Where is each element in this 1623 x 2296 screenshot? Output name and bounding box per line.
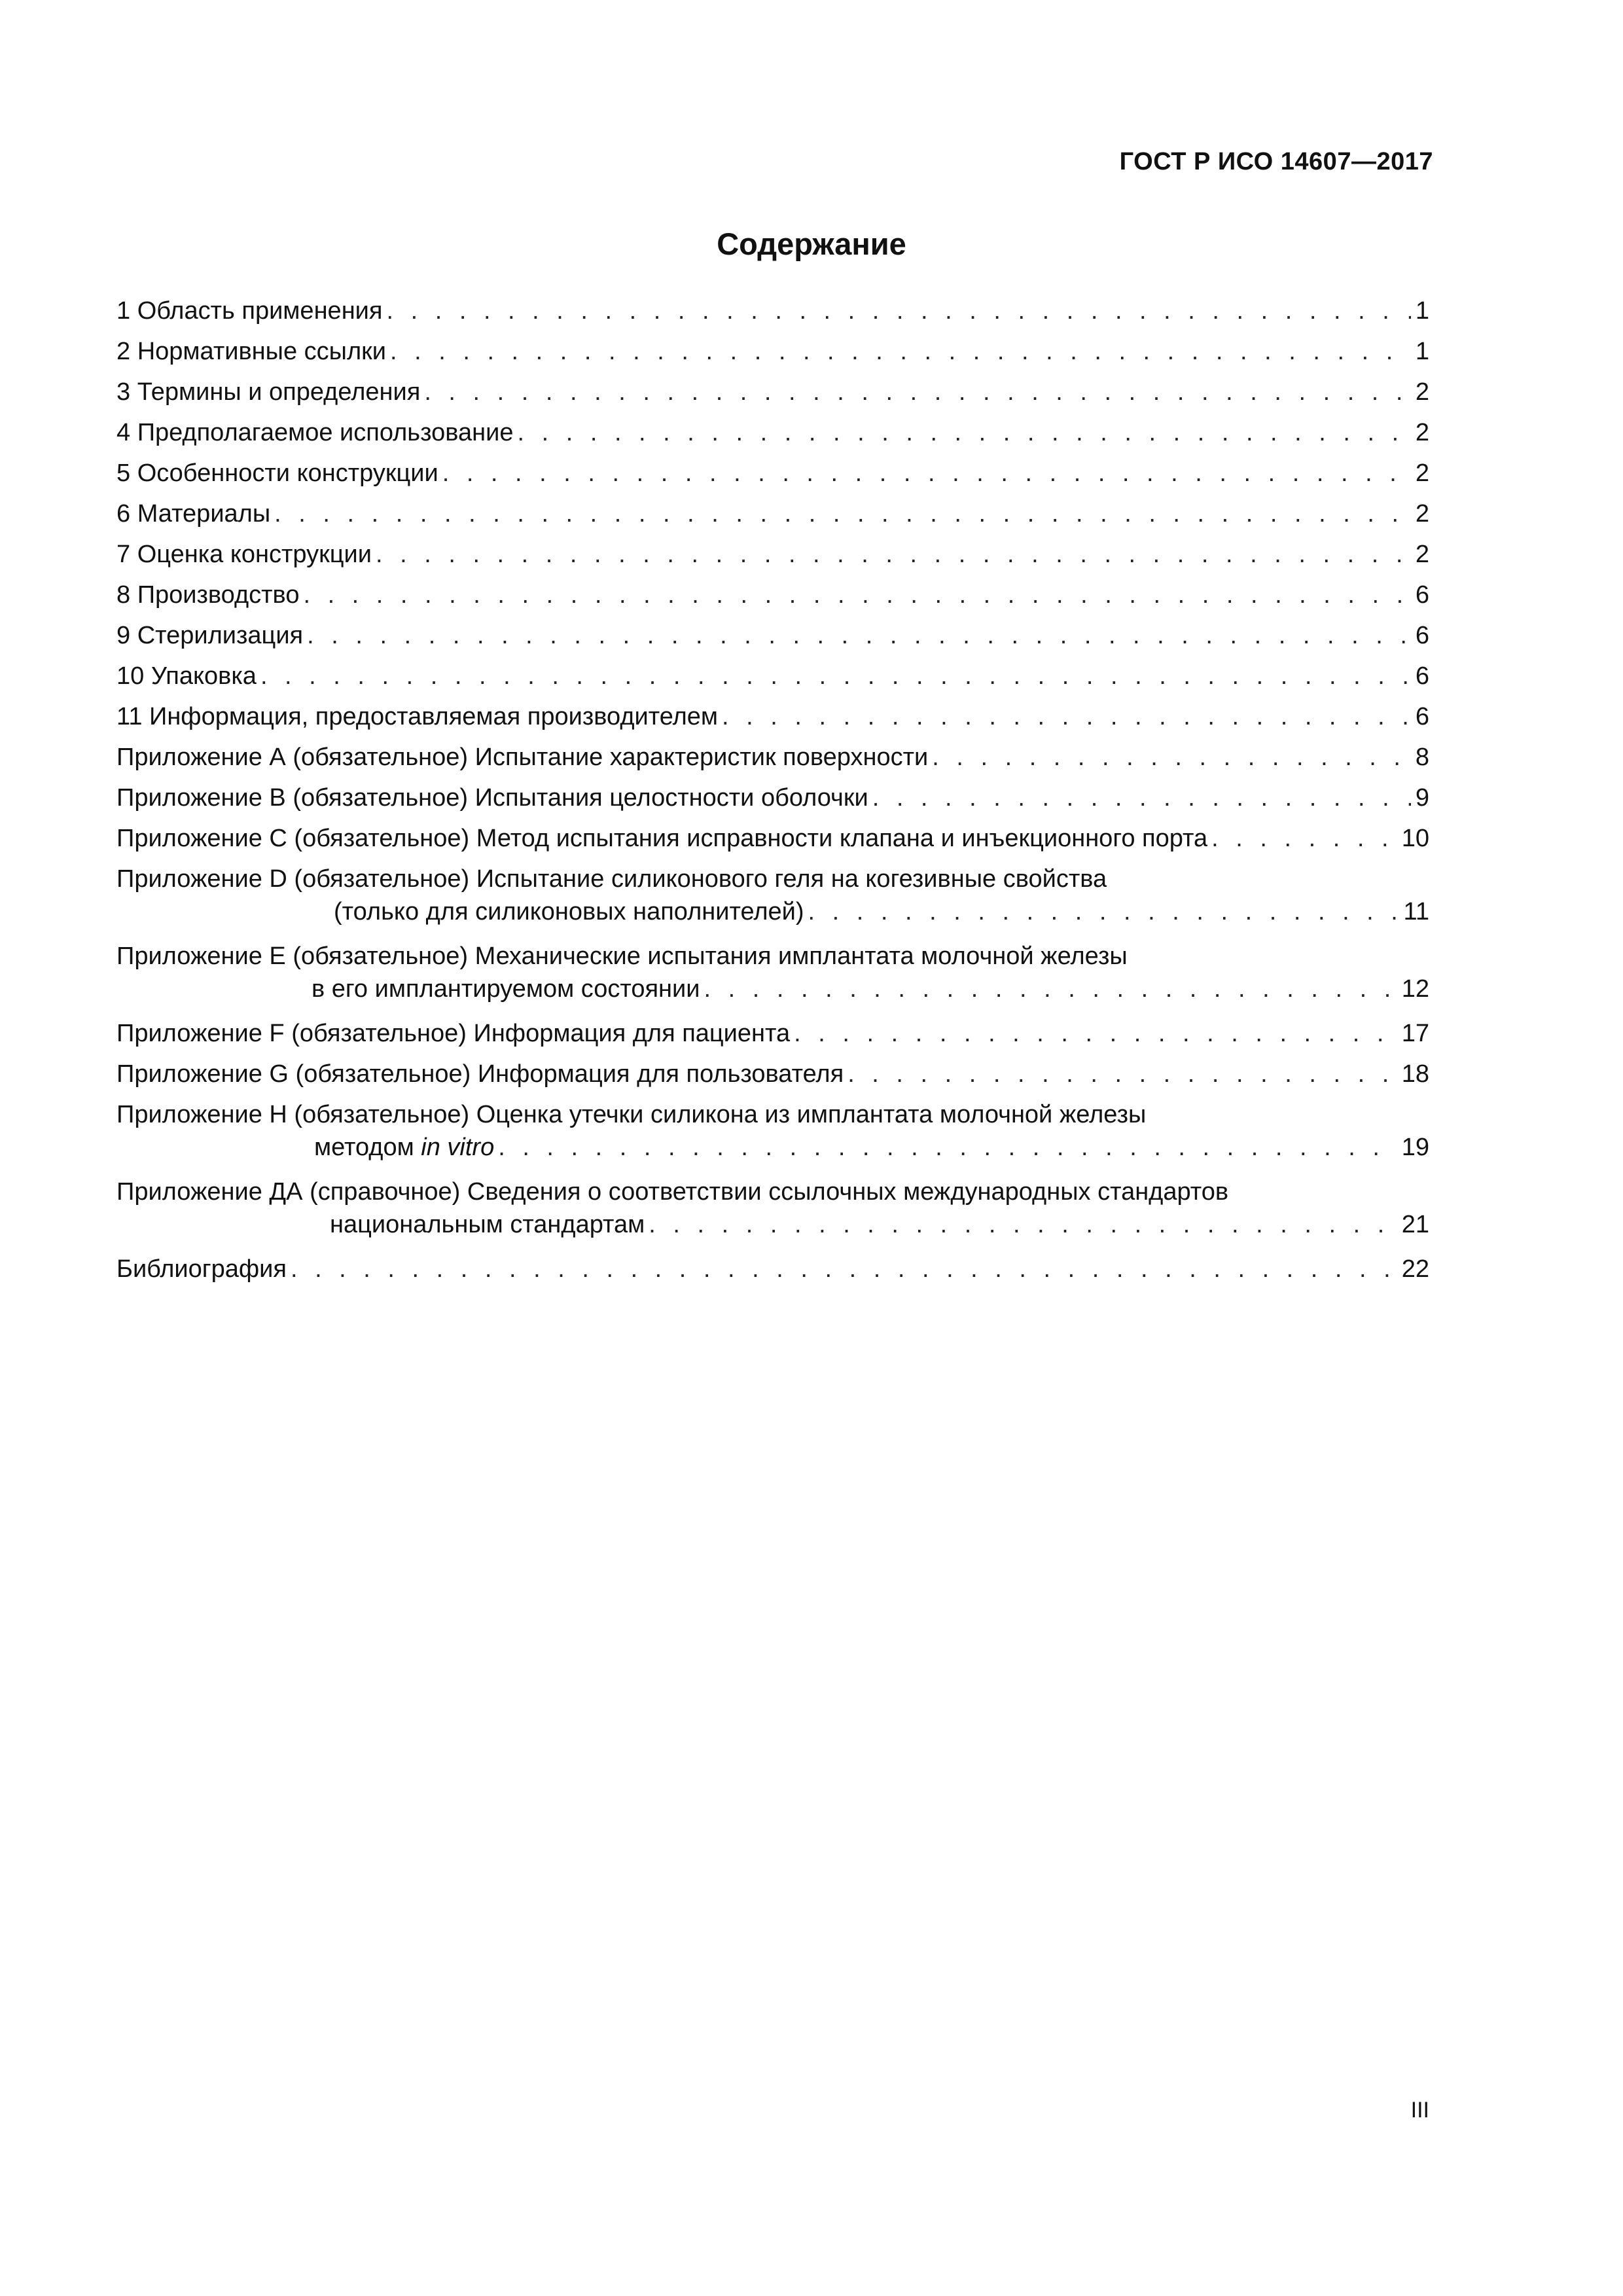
toc-entry-label: Приложение В (обязательное) Испытания целостности оболочки (116, 784, 868, 812)
toc-entry[interactable] (116, 497, 1429, 530)
toc-entry-page: 11 (1403, 898, 1429, 925)
italic-term: in vitro (421, 1134, 495, 1161)
toc-entry[interactable] (116, 619, 1429, 652)
toc-entry-page: 9 (1415, 784, 1429, 812)
toc-title: Содержание (717, 226, 906, 261)
toc-entry-page: 21 (1401, 1211, 1429, 1238)
document-code: ГОСТ Р ИСО 14607—2017 (1119, 148, 1433, 175)
page-number: III (1410, 2098, 1429, 2123)
toc-entry[interactable] (116, 863, 1429, 928)
toc-entry[interactable] (116, 335, 1429, 368)
dot-leader (260, 660, 1411, 692)
toc-entry[interactable] (116, 1175, 1429, 1241)
toc-entry[interactable] (116, 579, 1429, 611)
dot-leader (722, 700, 1411, 733)
dot-leader (303, 579, 1411, 611)
toc-entry[interactable] (116, 940, 1429, 1005)
toc-entry-page: 1 (1415, 338, 1429, 365)
dot-leader (808, 895, 1400, 928)
toc-entry-label: 7 Оценка конструкции (116, 541, 372, 568)
toc-entry-page: 1 (1415, 297, 1429, 325)
dot-leader (291, 1253, 1398, 1285)
toc-entry[interactable] (116, 822, 1429, 855)
toc-entry[interactable] (116, 660, 1429, 692)
toc-entry[interactable] (116, 700, 1429, 733)
toc-entry-label-continued: в его имплантируемом состоянии (312, 975, 700, 1003)
toc-entry-page: 17 (1401, 1020, 1429, 1047)
toc-entry-page: 6 (1415, 662, 1429, 690)
toc-entry-label: 6 Материалы (116, 500, 271, 528)
dot-leader (872, 781, 1411, 814)
dot-leader (847, 1058, 1398, 1090)
toc-entry-page: 12 (1401, 975, 1429, 1003)
dot-leader (424, 376, 1411, 408)
dot-leader (794, 1017, 1398, 1050)
toc-entry-page: 2 (1415, 419, 1429, 446)
toc-entry[interactable] (116, 295, 1429, 327)
toc-entry[interactable] (116, 376, 1429, 408)
toc-entry-label-continued: национальным стандартам (330, 1211, 645, 1238)
toc-entry-page: 6 (1415, 622, 1429, 649)
toc-entry-label: Приложение F (обязательное) Информация для пациента (116, 1020, 791, 1047)
toc-entry[interactable] (116, 1098, 1429, 1164)
toc-entry-label: 2 Нормативные ссылки (116, 338, 386, 365)
toc-entry[interactable] (116, 538, 1429, 571)
toc-entry-label: 10 Упаковка (116, 662, 257, 690)
toc-entry-page: 6 (1415, 581, 1429, 609)
toc-entry-page: 6 (1415, 703, 1429, 730)
dot-leader (386, 295, 1411, 327)
dot-leader (274, 497, 1411, 530)
dot-leader (649, 1208, 1397, 1241)
toc-entry-label: Приложение А (обязательное) Испытание характеристик поверхности (116, 744, 929, 771)
toc-entry-label: 3 Термины и определения (116, 378, 421, 406)
toc-entry-label: Приложение С (обязательное) Метод испытания исправности клапана и инъекционного порта (116, 825, 1208, 852)
toc-entry[interactable] (116, 1253, 1429, 1285)
toc-entry-page: 19 (1401, 1134, 1429, 1161)
toc-entry-label: Библиография (116, 1255, 287, 1283)
toc-entry-page: 2 (1415, 459, 1429, 487)
toc-entry[interactable] (116, 457, 1429, 490)
toc-entry-label-continued: (только для силиконовых наполнителей) (334, 898, 804, 925)
toc-entry[interactable] (116, 781, 1429, 814)
toc-entry-label: Приложение ДА (справочное) Сведения о соответствии ссылочных международных стандартов (116, 1178, 1229, 1206)
dot-leader (517, 416, 1411, 449)
toc-entry-page: 10 (1401, 825, 1429, 852)
toc-entry-label: Приложение Е (обязательное) Механические испытания имплантата молочной железы (116, 942, 1128, 970)
table-of-contents (116, 295, 1429, 1293)
toc-entry-page: 2 (1415, 500, 1429, 528)
toc-entry-label: 1 Область применения (116, 297, 383, 325)
toc-entry-label: Приложение D (обязательное) Испытание силиконового геля на когезивные свойства (116, 865, 1107, 893)
toc-entry-page: 2 (1415, 378, 1429, 406)
toc-entry[interactable] (116, 416, 1429, 449)
toc-entry[interactable] (116, 1058, 1429, 1090)
toc-entry-page: 18 (1401, 1060, 1429, 1088)
toc-entry-label: 9 Стерилизация (116, 622, 304, 649)
toc-entry[interactable] (116, 1017, 1429, 1050)
toc-entry-label: Приложение Н (обязательное) Оценка утечки силикона из имплантата молочной железы (116, 1101, 1147, 1128)
toc-entry-label: Приложение G (обязательное) Информация для пользователя (116, 1060, 844, 1088)
dot-leader (498, 1131, 1398, 1164)
toc-entry-page: 22 (1401, 1255, 1429, 1283)
toc-entry-label: 4 Предполагаемое использование (116, 419, 514, 446)
dot-leader (932, 741, 1411, 774)
dot-leader (1211, 822, 1398, 855)
toc-entry[interactable] (116, 741, 1429, 774)
dot-leader (442, 457, 1411, 490)
dot-leader (307, 619, 1411, 652)
toc-entry-page: 2 (1415, 541, 1429, 568)
dot-leader (390, 335, 1411, 368)
toc-entry-label: 8 Производство (116, 581, 300, 609)
dot-leader (704, 973, 1398, 1005)
toc-entry-label: 11 Информация, предоставляемая производителем (116, 703, 719, 730)
toc-entry-label: 5 Особенности конструкции (116, 459, 438, 487)
toc-entry-label-continued: методом in vitro (314, 1134, 495, 1161)
toc-entry-page: 8 (1415, 744, 1429, 771)
dot-leader (376, 538, 1411, 571)
